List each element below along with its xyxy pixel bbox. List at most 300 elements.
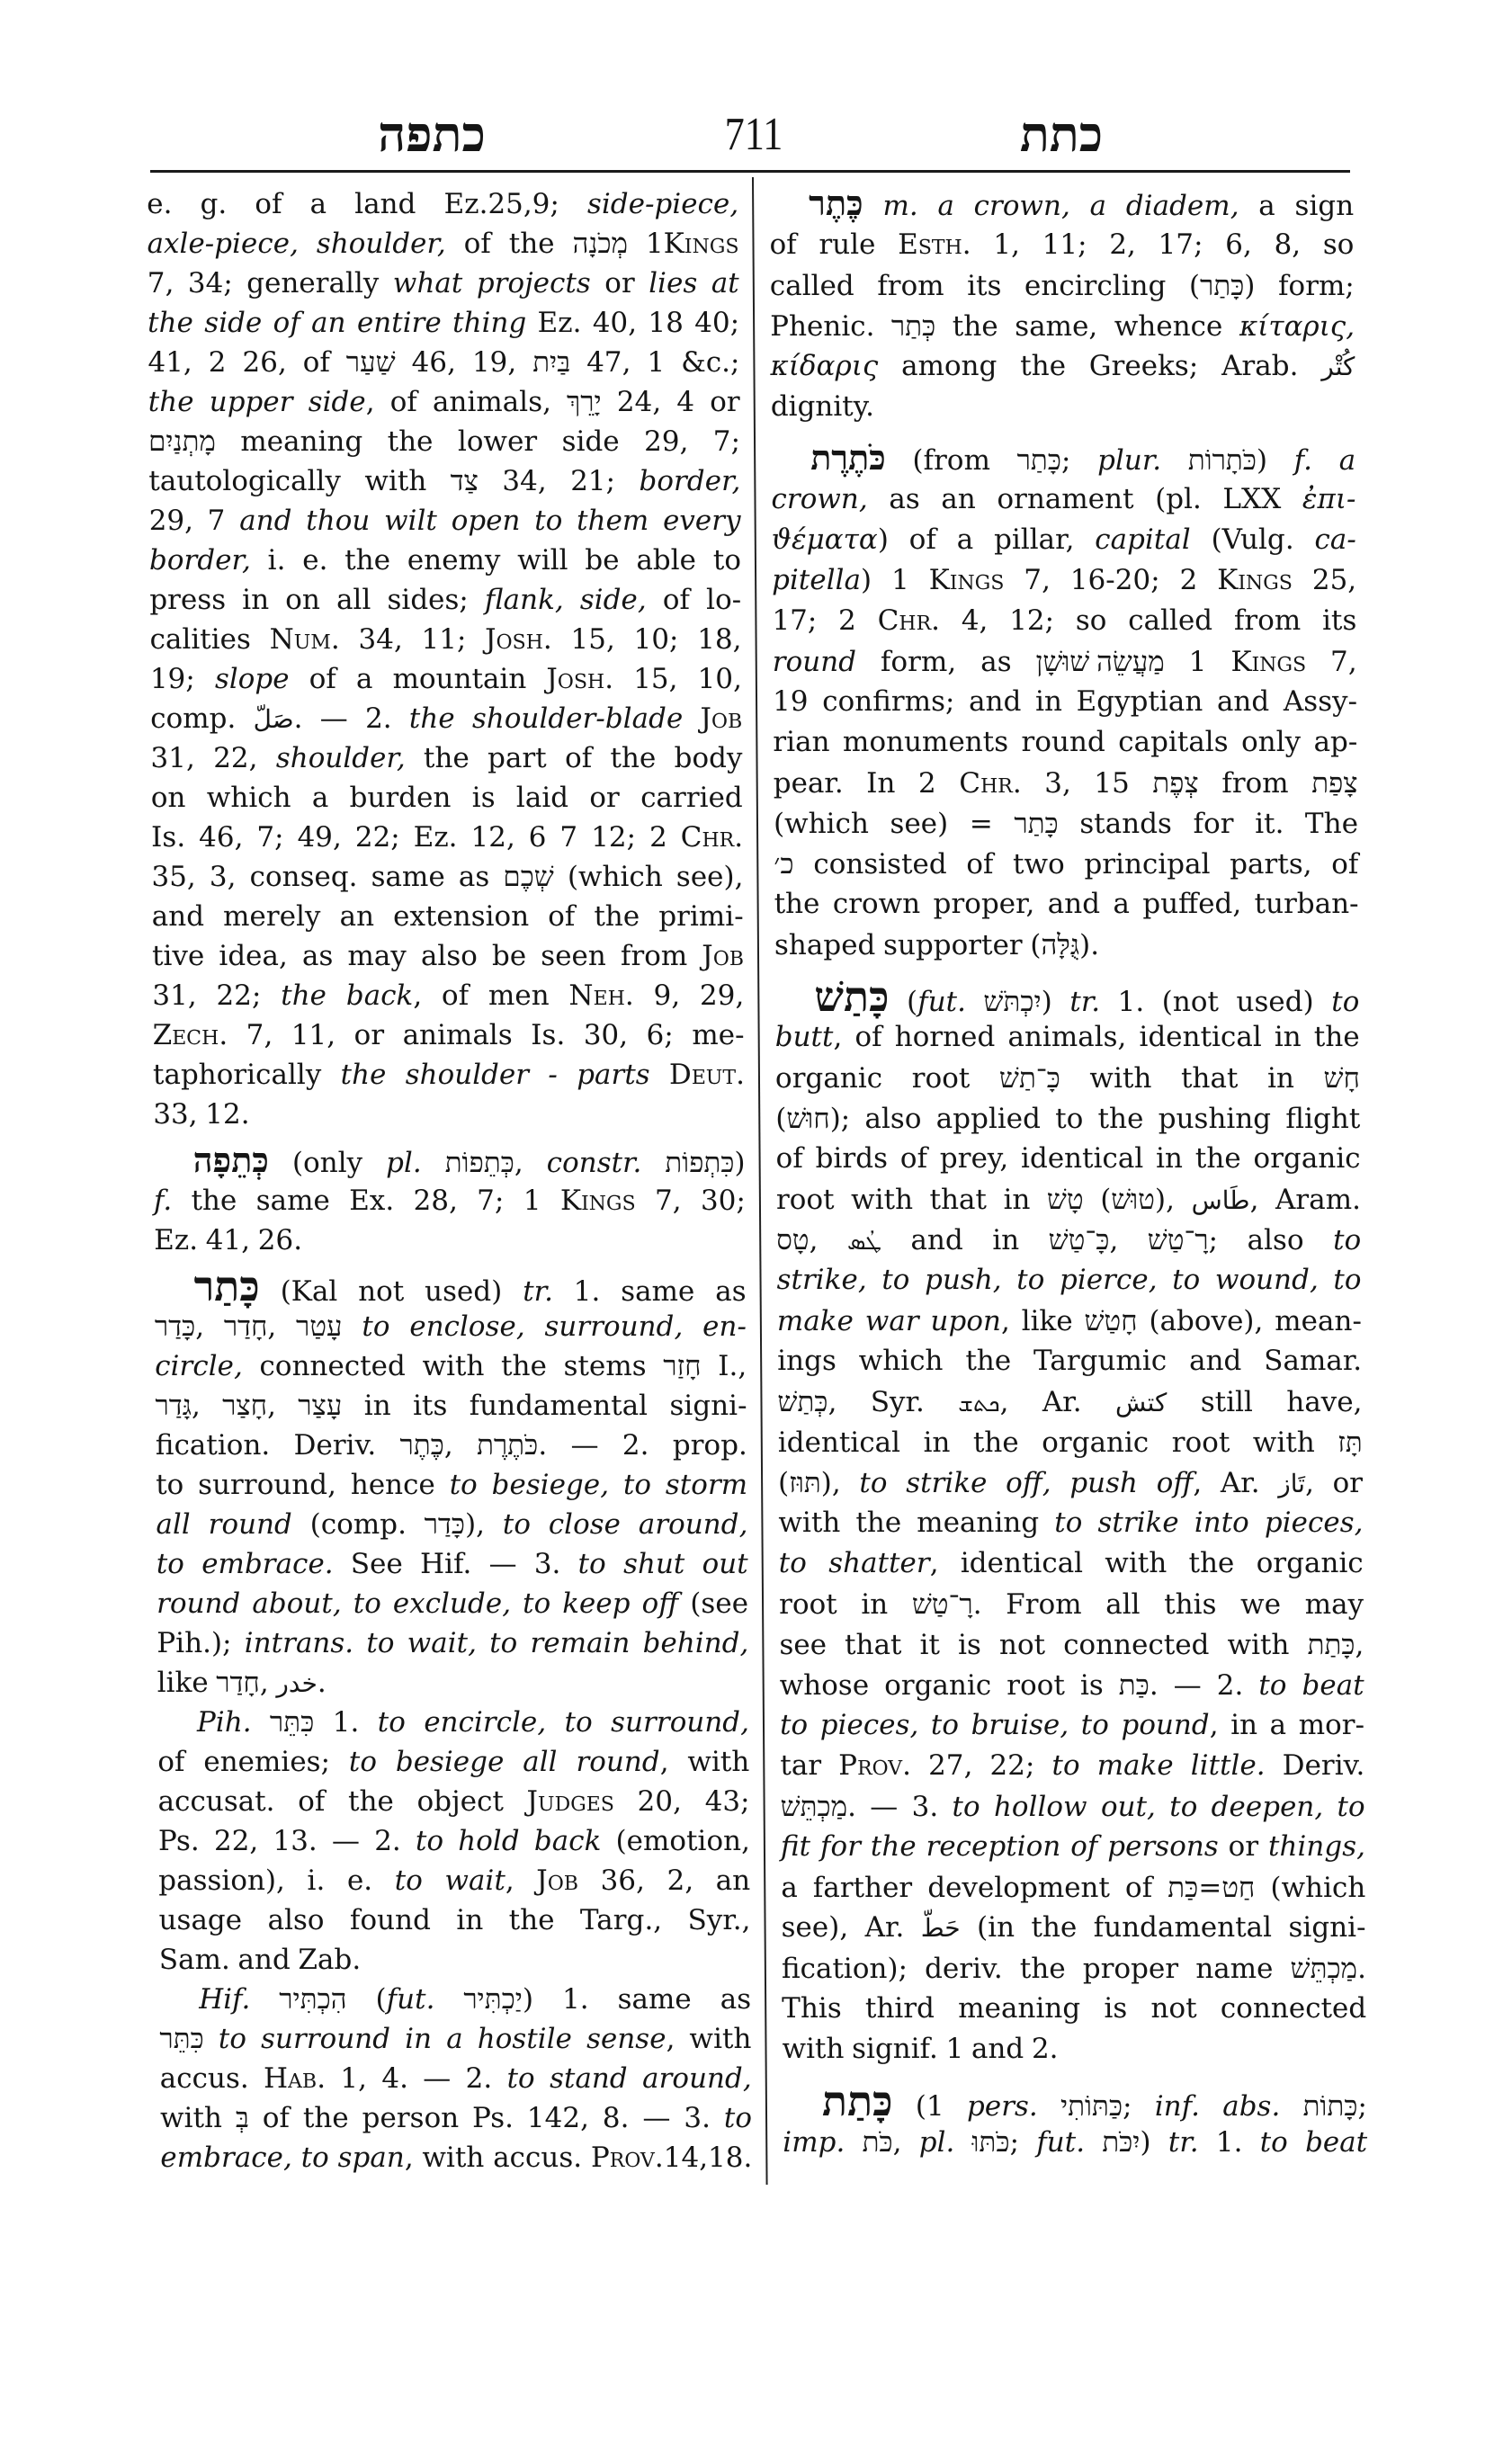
- word: [1313, 722, 1357, 763]
- text-run: i.: [267, 544, 286, 577]
- text-run: 11,: [291, 1019, 336, 1051]
- italic-text: round: [576, 1746, 660, 1778]
- italic-text: a: [1089, 190, 1107, 222]
- word: [1051, 1746, 1079, 1786]
- text-line: [783, 2122, 1367, 2162]
- word: [276, 1663, 327, 1703]
- word: [957, 520, 974, 560]
- word: [1222, 479, 1281, 520]
- headword-verb: כָּתַשׁ: [814, 974, 890, 1020]
- word: [912, 1584, 982, 1625]
- word: [193, 1264, 260, 1311]
- word: [773, 722, 830, 763]
- word: [1033, 1341, 1167, 1381]
- italic-text: to: [156, 1548, 184, 1580]
- text-line: [781, 1827, 1365, 1867]
- text-run: may: [347, 940, 407, 972]
- word: [527, 2098, 589, 2138]
- hebrew-word: כְּתֵפוֹת: [444, 1147, 514, 1178]
- italic-text: strike: [906, 1467, 988, 1499]
- text-run: ;: [1060, 444, 1071, 477]
- text-run: the: [423, 742, 470, 774]
- scripture-reference: Chr.: [877, 604, 941, 637]
- word: [459, 857, 490, 897]
- word: [157, 1623, 231, 1663]
- text-run: organic: [1042, 1426, 1150, 1459]
- word: [245, 1623, 354, 1663]
- italic-text: projects: [476, 267, 591, 300]
- text-run: or: [710, 386, 740, 418]
- word: [770, 346, 878, 387]
- word: [445, 1143, 523, 1183]
- text-run: ,: [404, 2142, 414, 2174]
- word: [420, 1544, 471, 1584]
- word: [1285, 1099, 1360, 1140]
- word: [1302, 1666, 1364, 1706]
- word: [642, 2098, 670, 2138]
- word: [1193, 804, 1233, 845]
- text-run: 7,: [1329, 646, 1357, 678]
- dictionary-entry: [154, 1264, 749, 1703]
- scripture-reference: Chr.: [959, 767, 1022, 800]
- word: [781, 1827, 810, 1867]
- text-run: of: [1124, 1872, 1153, 1904]
- text-run: this: [1164, 1588, 1217, 1621]
- text-run: me-: [692, 1019, 745, 1051]
- word: [253, 699, 302, 739]
- word: [264, 2059, 326, 2098]
- word: [895, 1017, 996, 1058]
- word: [564, 1703, 592, 1742]
- word: [780, 1705, 808, 1746]
- hebrew-word: כ׳: [774, 848, 794, 880]
- text-run: monuments: [842, 726, 1009, 758]
- word: [1089, 346, 1199, 387]
- italic-text: stand: [549, 2062, 628, 2095]
- hebrew-word: חַט: [1221, 1872, 1256, 1903]
- text-run: whence: [1114, 310, 1223, 343]
- word: [776, 1220, 819, 1261]
- text-line: [159, 1980, 751, 2019]
- text-run: ap-: [1313, 726, 1358, 758]
- italic-text: to: [449, 1469, 478, 1501]
- word: [641, 1584, 678, 1623]
- word: [958, 1989, 1080, 2029]
- word: [813, 1868, 913, 1909]
- word: [568, 976, 634, 1015]
- text-run: mean-: [1275, 1305, 1362, 1337]
- word: [1247, 1221, 1303, 1261]
- text-run: among: [900, 350, 998, 382]
- italic-text: war: [864, 1305, 919, 1337]
- word: [531, 1015, 565, 1055]
- word: [1107, 1827, 1219, 1867]
- text-run: ;: [1208, 1224, 1219, 1256]
- word: [203, 1742, 330, 1782]
- word: [213, 738, 258, 778]
- word: [296, 1307, 343, 1346]
- word: [388, 422, 434, 461]
- italic-text: to: [1016, 1264, 1045, 1296]
- word: [919, 2123, 955, 2163]
- word: [336, 580, 371, 620]
- text-run: identical: [1139, 1021, 1262, 1053]
- word: [387, 580, 469, 620]
- word: [530, 1623, 630, 1663]
- italic-text: things,: [1267, 1830, 1366, 1863]
- text-run: a: [309, 188, 327, 220]
- word: [1115, 1382, 1168, 1423]
- text-run: ,: [659, 1746, 669, 1778]
- word: [646, 224, 739, 264]
- word: [665, 1143, 746, 1183]
- word: [648, 303, 684, 343]
- text-run: 18,: [697, 623, 742, 656]
- word: [1042, 1382, 1082, 1423]
- word: [478, 2019, 572, 2059]
- text-run: 2.: [364, 702, 392, 735]
- word: [1225, 225, 1252, 265]
- word: [424, 738, 470, 778]
- text-run: or: [353, 1019, 385, 1051]
- word: [1031, 1908, 1077, 1948]
- word: [1020, 1949, 1066, 1990]
- text-run: Ps.: [157, 1825, 200, 1857]
- word: [1003, 1180, 1030, 1221]
- word: [256, 818, 283, 857]
- text-run: with: [422, 2142, 485, 2174]
- word: [931, 1705, 959, 1746]
- text-run: (not: [1161, 986, 1220, 1018]
- text-run: found: [349, 1904, 432, 1936]
- entry-continuation: [147, 184, 745, 1134]
- italic-text: to: [1332, 1224, 1362, 1256]
- text-run: ).: [1078, 929, 1100, 961]
- italic-text: surround,: [610, 1706, 750, 1739]
- text-run: 18: [648, 307, 684, 339]
- word: [333, 1703, 360, 1742]
- text-line: [148, 264, 739, 303]
- text-run: with: [1227, 1629, 1290, 1661]
- italic-text: embrace.: [201, 1548, 334, 1580]
- text-run: is: [1104, 1992, 1128, 2025]
- word: [774, 884, 819, 925]
- word: [347, 936, 407, 976]
- italic-text: out,: [1100, 1791, 1156, 1823]
- italic-text: to: [488, 1627, 518, 1659]
- text-run: fundamental: [469, 1390, 649, 1422]
- hebrew-word: צָפַת: [1311, 767, 1358, 799]
- word: [150, 699, 236, 738]
- word: [694, 303, 739, 343]
- hebrew-word: צַד: [450, 465, 479, 496]
- word: [999, 1625, 1045, 1666]
- text-run: 7;: [477, 1185, 505, 1217]
- text-run: ,: [666, 2023, 675, 2055]
- text-run: in: [242, 584, 270, 616]
- text-run: 22,: [213, 1825, 259, 1857]
- word: [399, 1426, 452, 1465]
- word: [1097, 441, 1161, 481]
- word: [1269, 1705, 1286, 1746]
- italic-text: Hif.: [198, 1983, 251, 2016]
- italic-text: to: [1337, 1791, 1365, 1823]
- text-run: 19: [772, 685, 809, 718]
- word: [472, 2098, 514, 2138]
- word: [577, 1055, 650, 1095]
- text-line: [772, 560, 1356, 601]
- word: [994, 1787, 1087, 1828]
- text-run: to: [712, 544, 742, 577]
- word: [1016, 440, 1070, 481]
- word: [1254, 884, 1358, 925]
- text-run: only: [1240, 726, 1302, 758]
- text-run: 34;: [187, 267, 233, 300]
- text-line: [770, 265, 1355, 306]
- syriac-word: ܟܬܫ: [958, 1390, 1000, 1417]
- text-run: shaped: [774, 929, 876, 961]
- text-run: ): [1244, 270, 1256, 302]
- text-run: 6: [528, 821, 547, 854]
- word: [158, 1821, 200, 1861]
- word: [503, 857, 554, 897]
- word: [997, 479, 1133, 520]
- italic-text: crown,: [771, 483, 868, 515]
- word: [580, 580, 647, 620]
- text-run: 142,: [526, 2102, 590, 2134]
- text-run: 4,: [961, 604, 989, 637]
- word: [442, 976, 469, 1015]
- text-line: [155, 1386, 747, 1426]
- word: [999, 1058, 1060, 1099]
- page-number: 711: [724, 109, 783, 160]
- word: [1094, 764, 1130, 804]
- word: [1104, 1989, 1127, 2029]
- word: [422, 1346, 484, 1386]
- text-run: ,: [833, 1021, 843, 1053]
- text-run: of: [854, 1021, 882, 1053]
- word: [1337, 1787, 1364, 1828]
- word: [214, 1821, 259, 1861]
- word: [711, 264, 739, 303]
- text-run: all: [336, 584, 371, 616]
- word: [1270, 1868, 1365, 1909]
- word: [1014, 803, 1059, 845]
- word: [273, 1821, 318, 1861]
- word: [992, 1221, 1019, 1261]
- word: [366, 1623, 394, 1663]
- italic-text: of: [1070, 1830, 1098, 1863]
- hebrew-word: בְּ: [235, 2102, 249, 2133]
- text-run: e.: [147, 188, 173, 220]
- headword-noun: כְּתֵפָה: [192, 1142, 270, 1180]
- text-run: idea,: [219, 940, 288, 972]
- word: [409, 699, 455, 738]
- text-run: see: [779, 1629, 828, 1661]
- italic-text: round: [208, 1508, 292, 1541]
- dictionary-entry: [774, 974, 1367, 2070]
- word: [562, 1584, 631, 1623]
- text-line: [153, 1095, 745, 1134]
- word: [280, 1272, 337, 1311]
- word: [639, 1505, 748, 1544]
- text-run: animals,: [1007, 1021, 1127, 1053]
- hebrew-word: גָּדַר: [155, 1390, 192, 1421]
- word: [1275, 1301, 1362, 1342]
- word: [470, 818, 515, 857]
- word: [208, 1505, 292, 1544]
- word: [861, 1585, 888, 1625]
- text-run: seen: [541, 940, 606, 972]
- word: [1126, 186, 1239, 227]
- text-line: [157, 1703, 749, 1742]
- text-run: not: [998, 1629, 1046, 1661]
- word: [246, 1015, 273, 1055]
- word: [1195, 1949, 1274, 1990]
- word: [349, 1181, 394, 1221]
- word: [1095, 520, 1191, 560]
- word: [687, 1900, 750, 1940]
- italic-text: out: [702, 1548, 748, 1580]
- text-run: tar: [780, 1749, 822, 1782]
- word: [503, 1505, 531, 1544]
- scripture-reference: Esth.: [898, 228, 971, 261]
- word: [820, 1827, 861, 1867]
- italic-text: storm: [665, 1469, 748, 1501]
- word: [669, 1386, 747, 1426]
- word: [298, 1386, 342, 1426]
- word: [769, 225, 796, 265]
- right-column: [769, 184, 1367, 2162]
- text-line: [770, 346, 1355, 387]
- word: [502, 461, 547, 501]
- italic-text: to: [394, 1864, 423, 1897]
- word: [1331, 845, 1358, 885]
- word: [912, 1059, 971, 1099]
- text-run: with: [1089, 1062, 1152, 1095]
- italic-text: imp.: [783, 2126, 845, 2159]
- word: [1216, 2123, 1243, 2163]
- word: [702, 1544, 747, 1584]
- text-run: ,: [259, 1667, 269, 1699]
- word: [1286, 1382, 1362, 1423]
- word: [346, 343, 396, 382]
- word: [1321, 346, 1355, 387]
- text-run: .: [293, 702, 303, 735]
- hebrew-word: עָטַר: [295, 1310, 343, 1342]
- text-run: root: [911, 1062, 971, 1095]
- word: [546, 659, 613, 699]
- text-run: 24,: [616, 386, 662, 418]
- word: [909, 520, 936, 560]
- scripture-reference: Josh.: [546, 663, 614, 695]
- text-run: with: [1105, 1547, 1168, 1579]
- text-line: [782, 1989, 1366, 2029]
- word: [1148, 1220, 1219, 1261]
- word: [393, 1584, 511, 1623]
- word: [349, 778, 451, 818]
- text-line: [774, 884, 1358, 925]
- text-run: and: [1216, 685, 1270, 718]
- text-run: it.: [1254, 808, 1284, 840]
- word: [962, 601, 989, 641]
- text-run: g.: [200, 188, 228, 220]
- text-line: [156, 1505, 747, 1544]
- italic-text: shoulder: [405, 1059, 530, 1091]
- word: [587, 184, 738, 224]
- text-run: extension: [392, 900, 530, 933]
- text-run: 1: [1188, 646, 1207, 678]
- text-line: [159, 1940, 751, 1980]
- hebrew-word: כָּדַר: [154, 1310, 196, 1342]
- italic-text: to: [1331, 986, 1360, 1018]
- text-line: [782, 2029, 1366, 2070]
- word: [157, 1584, 241, 1623]
- text-line: [148, 343, 739, 382]
- text-run: 2.: [465, 2062, 493, 2095]
- word: [810, 439, 886, 481]
- word: [1030, 925, 1099, 966]
- text-run: 3,: [209, 861, 237, 893]
- hebrew-word: כֹּת: [862, 2126, 893, 2158]
- text-line: [156, 1465, 747, 1505]
- italic-text: tr.: [523, 1275, 553, 1308]
- text-run: the: [1097, 1103, 1144, 1135]
- hebrew-word: כֹּתּוּ: [971, 2126, 1010, 2158]
- word: [900, 1139, 927, 1179]
- word: [547, 1143, 642, 1183]
- text-line: [148, 501, 740, 541]
- word: [891, 560, 909, 601]
- word: [509, 1900, 555, 1940]
- word: [378, 1703, 406, 1742]
- italic-text: ca-: [1314, 523, 1356, 556]
- text-run: part: [487, 742, 547, 774]
- italic-text: to: [218, 2023, 247, 2055]
- italic-text: off: [641, 1587, 679, 1620]
- italic-text: shoulder-blade: [471, 702, 684, 735]
- text-run: a: [1113, 888, 1131, 920]
- word: [961, 1543, 1084, 1584]
- word: [1217, 1666, 1244, 1706]
- text-run: ,: [1000, 1305, 1010, 1337]
- word: [458, 1821, 520, 1861]
- text-run: the: [508, 228, 555, 260]
- text-run: 6,: [1225, 228, 1252, 261]
- text-run: 12;: [1009, 604, 1055, 637]
- text-line: [148, 461, 740, 501]
- word: [1312, 560, 1357, 601]
- italic-text: and: [239, 505, 292, 537]
- word: [472, 778, 496, 818]
- word: [977, 1908, 1015, 1948]
- text-run: 33,: [153, 1098, 198, 1131]
- text-run: of: [309, 663, 336, 695]
- text-run: the: [774, 888, 820, 920]
- arabic-word: خدر: [276, 1668, 318, 1698]
- word: [782, 1989, 842, 2029]
- hebrew-word: תּוּז: [789, 1467, 821, 1498]
- word: [155, 1386, 201, 1426]
- word: [1259, 2123, 1287, 2163]
- word: [267, 541, 285, 580]
- italic-text: reception: [926, 1830, 1061, 1863]
- word: [771, 479, 868, 520]
- text-run: root: [1007, 1669, 1065, 1702]
- text-run: whose: [779, 1669, 870, 1702]
- text-line: [149, 580, 741, 620]
- text-line: [775, 1098, 1360, 1139]
